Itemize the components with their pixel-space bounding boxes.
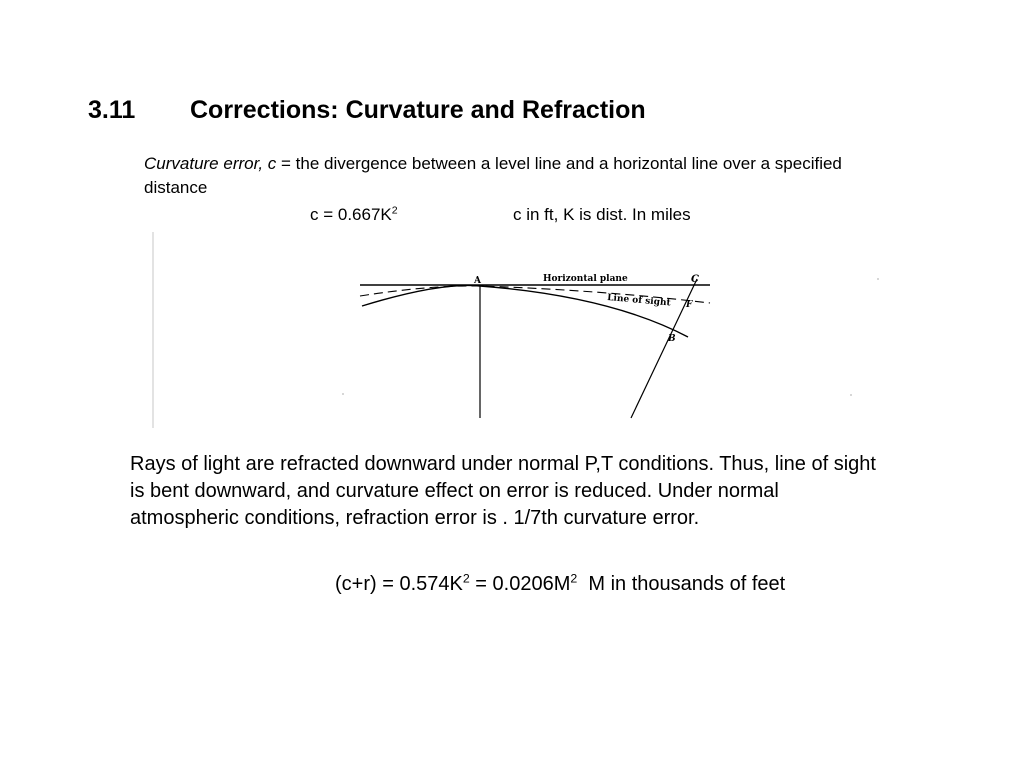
- label-f: F: [686, 300, 693, 310]
- curvature-formula-exponent: 2: [391, 204, 398, 217]
- label-b: B: [668, 334, 676, 344]
- level-line-curve: [362, 285, 688, 337]
- scan-speck: [877, 278, 879, 280]
- combined-formula-part1: (c+r) = 0.574K: [335, 573, 463, 595]
- section-number: 3.11: [88, 96, 136, 124]
- combined-formula-note: M in thousands of feet: [577, 573, 786, 595]
- definition-equals: =: [276, 154, 296, 173]
- label-a: A: [474, 276, 481, 286]
- combined-formula-exp2: 2: [570, 571, 578, 586]
- definition-term: Curvature error, c: [144, 154, 277, 173]
- section-heading: [88, 96, 646, 125]
- curvature-formula: [310, 204, 691, 225]
- curvature-formula-units: c in ft, K is dist. In miles: [513, 205, 691, 224]
- label-horizontal-plane: Horizontal plane: [543, 274, 628, 284]
- definition-text: the divergence between a level line and a horizontal line over a specified distance: [144, 154, 842, 197]
- refraction-paragraph: Rays of light are refracted downward under normal P,T conditions. Thus, line of sight is bent downward, and curvature effect on error is reduced. Under normal atmospheric conditions, refraction error is . 1/7th curvature error.: [130, 453, 876, 529]
- label-c: C: [691, 274, 699, 285]
- section-title: Corrections: Curvature and Refraction: [190, 96, 646, 124]
- label-line-of-sight: Line of sight: [606, 293, 672, 309]
- curvature-formula-lhs: c = 0.667K: [310, 205, 392, 224]
- combined-formula-part2: = 0.0206M: [469, 573, 571, 595]
- scan-speck: [850, 394, 852, 396]
- scan-speck: [342, 393, 344, 395]
- curvature-definition: [144, 152, 904, 200]
- combined-formula-exp1: 2: [462, 571, 470, 586]
- curvature-refraction-diagram: [140, 230, 890, 430]
- combined-formula: [335, 573, 785, 596]
